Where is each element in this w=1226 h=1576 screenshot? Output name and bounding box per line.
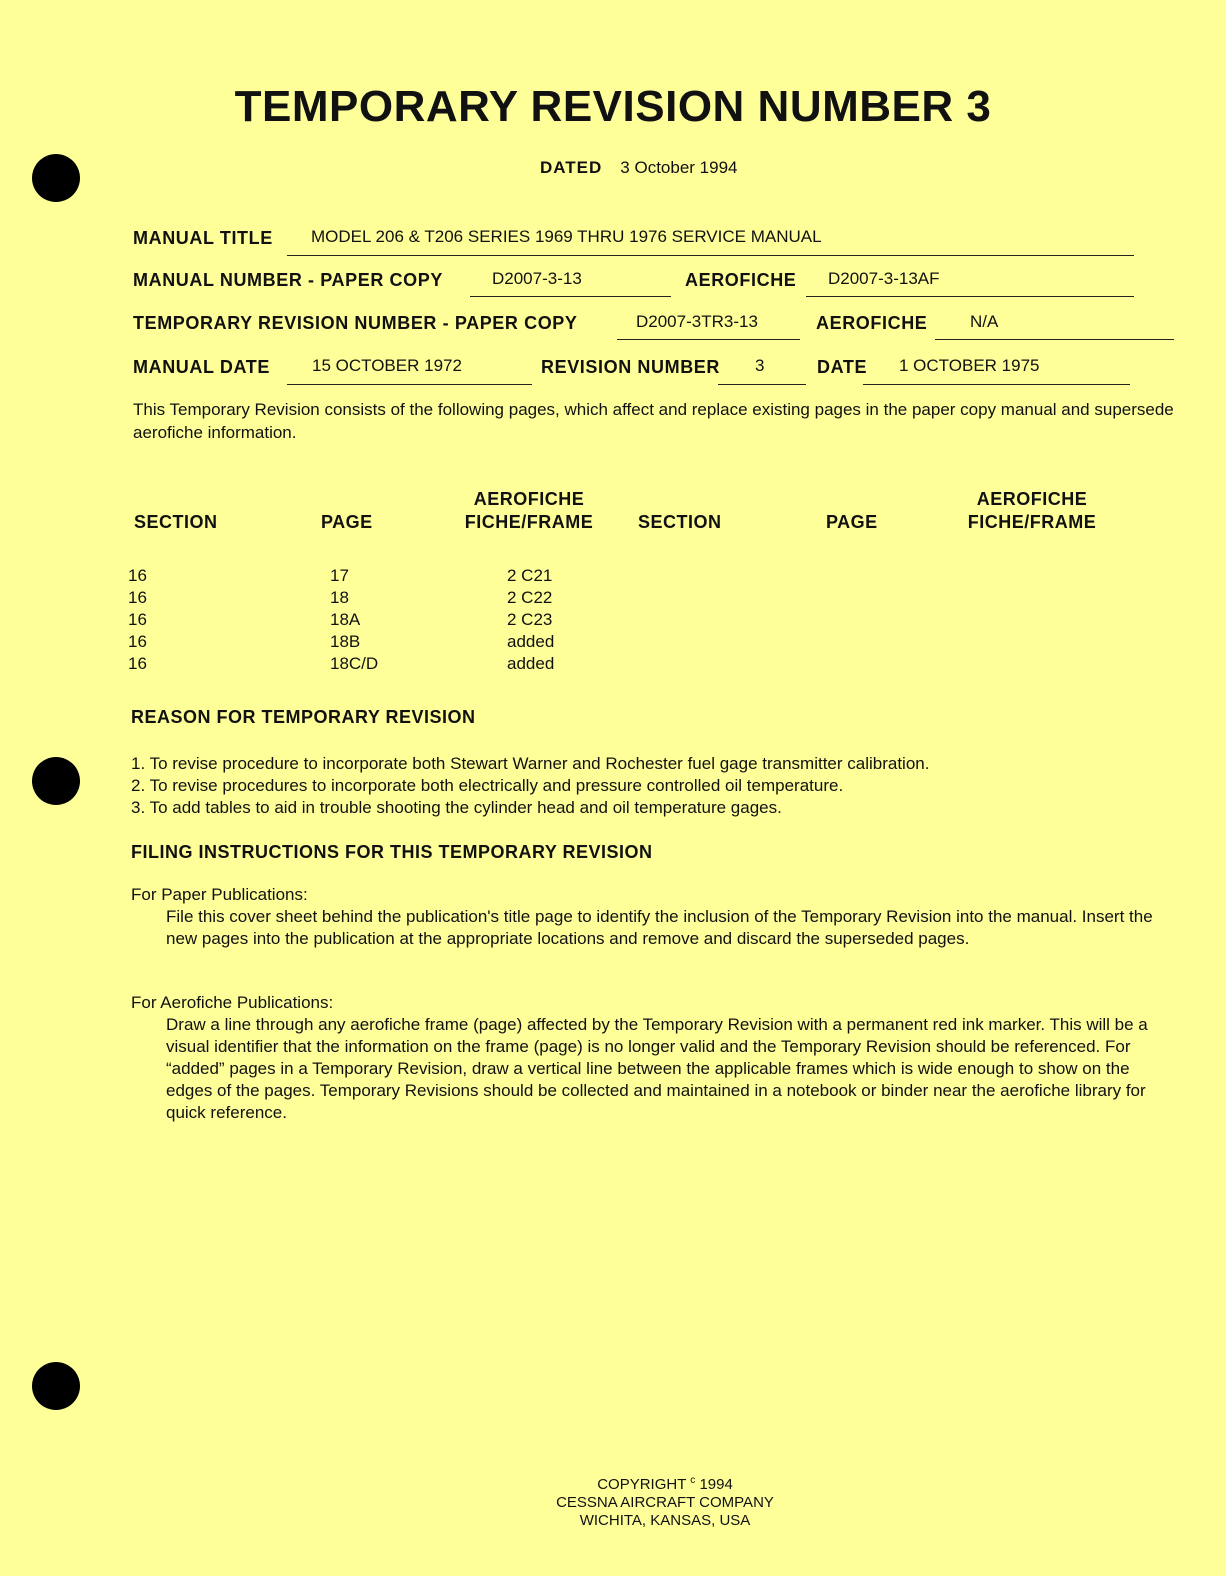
row-page: 17 bbox=[330, 566, 349, 585]
row-section: 16 bbox=[128, 588, 147, 607]
paper-publications-label: For Paper Publications: bbox=[131, 885, 308, 904]
dated-value: 3 October 1994 bbox=[620, 158, 738, 177]
reason-item: 2. To revise procedures to incorporate both electrically and pressure controlled oil temperature. bbox=[131, 776, 844, 795]
revision-date-underline bbox=[863, 384, 1130, 385]
tr-number-underline bbox=[617, 339, 800, 340]
manual-title-underline bbox=[287, 255, 1134, 256]
revision-number-value: 3 bbox=[755, 356, 765, 375]
manual-title-value: MODEL 206 & T206 SERIES 1969 THRU 1976 SERVICE MANUAL bbox=[311, 227, 822, 246]
row-section: 16 bbox=[128, 566, 147, 585]
manual-number-label: MANUAL NUMBER - PAPER COPY bbox=[133, 270, 443, 290]
revision-date-label: DATE bbox=[817, 357, 868, 377]
header-section-2: SECTION bbox=[638, 512, 722, 532]
filing-heading: FILING INSTRUCTIONS FOR THIS TEMPORARY REVISION bbox=[131, 842, 653, 862]
revision-number-label: REVISION NUMBER bbox=[541, 357, 721, 377]
reason-item: 1. To revise procedure to incorporate both Stewart Warner and Rochester fuel gage transmitter calibration. bbox=[131, 754, 930, 773]
punch-hole-bottom bbox=[32, 1362, 80, 1410]
manual-aerofiche-underline bbox=[806, 296, 1134, 297]
header-aerofiche-bottom: FICHE/FRAME bbox=[464, 512, 594, 532]
manual-date-label: MANUAL DATE bbox=[133, 357, 270, 377]
manual-aerofiche-value: D2007-3-13AF bbox=[828, 269, 940, 288]
copyright-year: 1994 bbox=[699, 1476, 733, 1493]
copyright-line bbox=[0, 1472, 1226, 1494]
tr-number-value: D2007-3TR3-13 bbox=[636, 312, 758, 331]
page-title: TEMPORARY REVISION NUMBER 3 bbox=[234, 82, 992, 131]
header-aerofiche-2-top: AEROFICHE bbox=[976, 489, 1088, 509]
row-frame: added bbox=[507, 654, 555, 673]
header-aerofiche-2-bottom: FICHE/FRAME bbox=[967, 512, 1097, 532]
row-page: 18 bbox=[330, 588, 349, 607]
row-section: 16 bbox=[128, 632, 147, 651]
company-name: CESSNA AIRCRAFT COMPANY bbox=[556, 1494, 774, 1511]
row-section: 16 bbox=[128, 610, 147, 629]
aerofiche-publications-text: Draw a line through any aerofiche frame (page) affected by the Temporary Revision with a permanent red ink marker. This will be a visual identifier that the information on the frame (page) is no longer valid and the Temporary Revision should be referenced. For “added” pages in a Temporary Revision, draw a vertical line between the applicable frames which is wide enough to show on the edges of the pages. Temporary Revisions should be collected and maintained in a notebook or binder near the aerofiche library for quick reference. bbox=[166, 1015, 1148, 1122]
header-aerofiche bbox=[455, 488, 603, 534]
revision-number-underline bbox=[718, 384, 806, 385]
copyright-label: COPYRIGHT bbox=[597, 1476, 687, 1493]
row-frame: 2 C22 bbox=[507, 588, 553, 607]
row-page: 18C/D bbox=[330, 654, 379, 673]
paper-publications-text: File this cover sheet behind the publication's title page to identify the inclusion of the Temporary Revision into the manual. Insert the new pages into the publication at the appropriate locations and remove and discard the superseded pages. bbox=[166, 907, 1153, 948]
row-frame: added bbox=[507, 632, 555, 651]
intro-paragraph: This Temporary Revision consists of the following pages, which affect and replace existing pages in the paper copy manual and supersede aerofiche information. bbox=[133, 400, 1174, 442]
aerofiche-publications-label: For Aerofiche Publications: bbox=[131, 993, 334, 1012]
row-page: 18B bbox=[330, 632, 361, 651]
row-frame: 2 C21 bbox=[507, 566, 553, 585]
reason-heading: REASON FOR TEMPORARY REVISION bbox=[131, 707, 476, 727]
tr-aerofiche-underline bbox=[935, 339, 1174, 340]
manual-number-underline bbox=[470, 296, 671, 297]
header-page: PAGE bbox=[321, 512, 373, 532]
punch-hole-middle bbox=[32, 757, 80, 805]
dated-line bbox=[540, 158, 738, 178]
reason-item: 3. To add tables to aid in trouble shooting the cylinder head and oil temperature gages. bbox=[131, 798, 782, 817]
tr-aerofiche-label: AEROFICHE bbox=[816, 313, 928, 333]
manual-date-underline bbox=[287, 384, 532, 385]
header-aerofiche-2 bbox=[958, 488, 1106, 534]
copyright-symbol: c bbox=[690, 1475, 696, 1486]
row-section: 16 bbox=[128, 654, 147, 673]
punch-hole-top bbox=[32, 154, 80, 202]
manual-number-value: D2007-3-13 bbox=[492, 269, 582, 288]
header-page-2: PAGE bbox=[826, 512, 878, 532]
manual-aerofiche-label: AEROFICHE bbox=[685, 270, 797, 290]
header-section: SECTION bbox=[134, 512, 218, 532]
dated-label: DATED bbox=[540, 158, 603, 177]
tr-aerofiche-value: N/A bbox=[970, 312, 999, 331]
header-aerofiche-top: AEROFICHE bbox=[473, 489, 585, 509]
manual-title-label: MANUAL TITLE bbox=[133, 228, 273, 248]
company-location: WICHITA, KANSAS, USA bbox=[579, 1512, 751, 1529]
row-frame: 2 C23 bbox=[507, 610, 553, 629]
revision-date-value: 1 OCTOBER 1975 bbox=[899, 356, 1040, 375]
manual-date-value: 15 OCTOBER 1972 bbox=[312, 356, 462, 375]
row-page: 18A bbox=[330, 610, 361, 629]
footer bbox=[0, 1472, 1226, 1530]
tr-number-label: TEMPORARY REVISION NUMBER - PAPER COPY bbox=[133, 313, 578, 333]
